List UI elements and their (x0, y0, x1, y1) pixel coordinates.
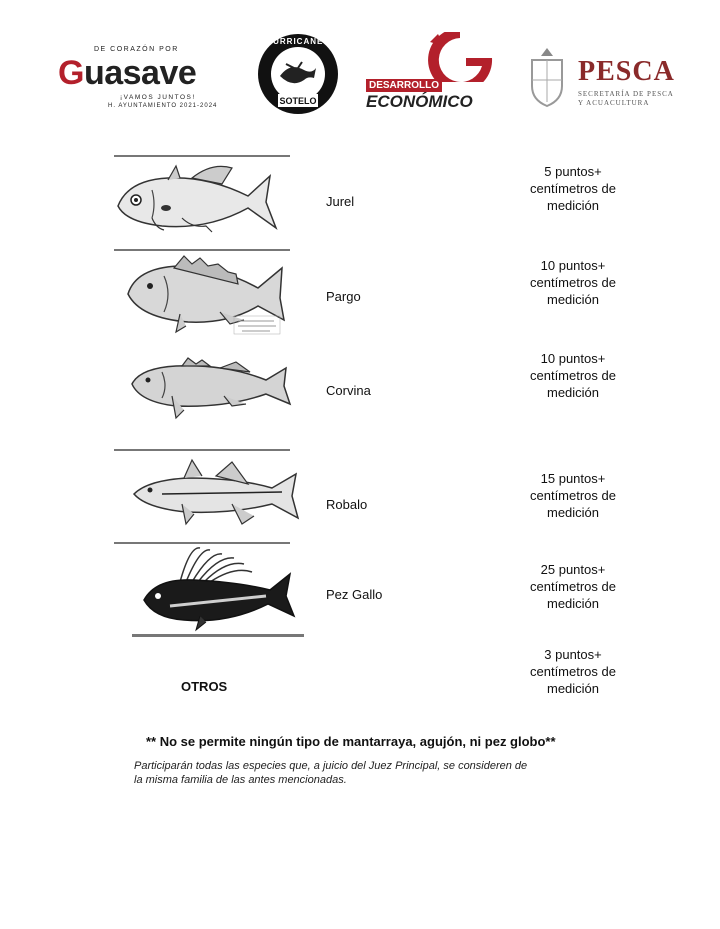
otros-label: OTROS (181, 679, 228, 694)
species-name-jurel: Jurel (326, 194, 355, 209)
divider (114, 542, 290, 544)
desarrollo-line2: ECONÓMICO (366, 92, 473, 111)
divider (114, 449, 290, 451)
species-points-robalo: 15 puntos+ centímetros de medición (530, 471, 616, 520)
desarrollo-line1: DESARROLLO (366, 79, 442, 92)
guasave-tagline: DE CORAZÓN POR (94, 46, 179, 53)
logo-banner (0, 28, 720, 118)
robalo-fish-image (132, 456, 302, 530)
sinaloa-seal-icon (526, 46, 568, 108)
curricanes-bottom-text: SOTELO (279, 96, 317, 106)
desarrollo-economico-logo (364, 32, 500, 114)
guasave-ayuntamiento: H. AYUNTAMIENTO 2021-2024 (108, 103, 218, 109)
participation-footnote: Participarán todas las especies que, a juicio del Juez Principal, se consideren de la misma familia de las antes mencionadas. (134, 760, 528, 786)
prohibited-species-note: ** No se permite ningún tipo de mantarraya, agujón, ni pez globo** (146, 734, 556, 749)
guasave-slogan: ¡VAMOS JUNTOS! (120, 94, 196, 101)
divider (132, 634, 304, 637)
species-name-pez-gallo: Pez Gallo (326, 587, 383, 602)
pesca-subtitle-2: Y ACUACULTURA (578, 99, 650, 107)
desarrollo-g-mark (364, 32, 500, 82)
curricanes-arc-text: CURRICANES (266, 37, 330, 46)
species-name-corvina: Corvina (326, 383, 371, 398)
curricanes-sotelo-logo (256, 32, 340, 116)
pesca-title: PESCA (578, 56, 675, 87)
corvina-fish-image (128, 356, 294, 420)
pesca-subtitle-1: SECRETARÍA DE PESCA (578, 90, 674, 98)
pesca-logo (526, 46, 686, 110)
guasave-wordmark: Guasave (58, 54, 197, 92)
species-points-pargo: 10 puntos+ centímetros de medición (530, 258, 616, 307)
species-name-robalo: Robalo (326, 497, 368, 512)
jurel-fish-image (112, 160, 292, 242)
divider (114, 155, 290, 157)
species-points-jurel: 5 puntos+ centímetros de medición (530, 164, 616, 213)
divider (114, 249, 290, 251)
pez-gallo-fish-image (140, 546, 300, 632)
species-points-corvina: 10 puntos+ centímetros de medición (530, 351, 616, 400)
species-name-pargo: Pargo (326, 289, 361, 304)
otros-points: 3 puntos+ centímetros de medición (530, 647, 616, 696)
pargo-fish-image (124, 254, 294, 338)
guasave-logo (58, 46, 236, 109)
species-points-pez-gallo: 25 puntos+ centímetros de medición (530, 562, 616, 611)
